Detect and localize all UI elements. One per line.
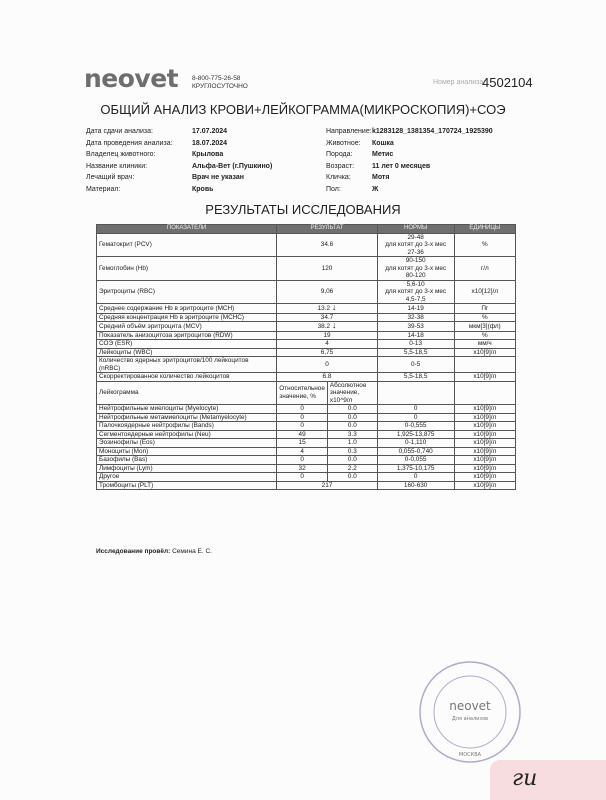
absolute-value: 0.0 — [327, 422, 377, 431]
table-row — [97, 280, 516, 304]
meta-line — [326, 184, 493, 196]
unit-value: x10[9]/л — [454, 464, 515, 473]
indicator-name: Среднее содержание Hb в эритроците (MCH) — [97, 304, 277, 314]
result-cell — [277, 280, 377, 304]
norm-value: 0-0,555 — [377, 422, 454, 431]
table-row — [97, 322, 516, 332]
meta-value: Кошка — [372, 139, 394, 147]
result-value: 38.2 — [317, 323, 331, 330]
clinic-logo: neovet — [84, 64, 179, 93]
result-value: 9,06 — [320, 288, 334, 295]
meta-value: 17.07.2024 — [192, 128, 228, 135]
leukogram-row — [97, 473, 516, 482]
norm-value: 90-150 для котят до 3-х мес 80-120 — [377, 257, 454, 281]
absolute-value: 0.0 — [327, 405, 377, 414]
unit-value: г/л — [454, 257, 515, 281]
clinic-stamp — [418, 660, 522, 764]
section-title: РЕЗУЛЬТАТЫ ИССЛЕДОВАНИЯ — [205, 202, 401, 217]
norm-value: 1,925-13,875 — [377, 430, 454, 439]
norm-value: 0-5 — [377, 357, 454, 373]
order-number: 4502104 — [482, 75, 533, 90]
table-row — [97, 233, 516, 257]
meta-key: Дата сдачи анализа: — [86, 128, 153, 135]
low-value-arrow-icon: ↓ — [331, 320, 337, 330]
order-number-label: Номер анализа: — [433, 79, 486, 86]
unit-value: x10[9]/л — [454, 439, 515, 448]
norm-value: 32-38 — [377, 313, 454, 322]
unit-value: x10[9]/л — [454, 456, 515, 465]
result-value: 120 — [321, 264, 333, 272]
unit-value: x10[9]/л — [454, 473, 515, 482]
unit-value: % — [454, 313, 515, 322]
norm-value: 0-0,055 — [377, 456, 454, 465]
absolute-value: 0.0 — [327, 473, 377, 482]
header-norms: НОРМЫ — [377, 225, 454, 234]
norm-value: 160-630 — [377, 481, 454, 490]
table-row — [97, 313, 516, 322]
unit-value: x10[9]/л — [454, 413, 515, 422]
clinic-phone: 8-800-775-26-58 — [192, 75, 241, 82]
unit-value: x10[9]/л — [454, 422, 515, 431]
page-corner-tab — [490, 760, 606, 800]
indicator-name: Гемоглобин (Hb) — [97, 257, 277, 281]
result-cell — [277, 322, 377, 332]
meta-line — [326, 126, 493, 138]
meta-line — [86, 184, 272, 196]
norm-value: 14-18 — [377, 331, 454, 340]
stamp-city: МОСКВА — [458, 752, 482, 758]
meta-key: Владелец животного: — [86, 151, 156, 158]
corner-handwriting: ги — [512, 766, 538, 791]
result-cell — [277, 257, 377, 281]
meta-value: Альфа-Вет (г.Пушкино) — [192, 162, 273, 170]
unit-value: мм/ч — [454, 340, 515, 349]
meta-line — [326, 149, 493, 161]
result-cell — [277, 313, 377, 322]
relative-header: Относительное значение, % — [277, 381, 328, 405]
norm-value: 5,5-18,5 — [377, 373, 454, 382]
result-value: 34.6 — [320, 241, 334, 248]
norm-value: 0 — [377, 405, 454, 414]
leukogram-title: Лейкограмма — [97, 381, 277, 405]
meta-value: 11 лет 0 месяцев — [372, 162, 431, 170]
result-cell — [277, 348, 377, 357]
result-value: 217 — [277, 481, 377, 490]
leukogram-row — [97, 464, 516, 473]
absolute-value: 3.3 — [327, 430, 377, 439]
meta-value: Ж — [372, 185, 379, 193]
clinic-contacts — [192, 75, 248, 91]
leukogram-row — [97, 405, 516, 414]
unit-value: x10[9]/л — [454, 447, 515, 456]
table-row — [97, 373, 516, 382]
table-row — [97, 340, 516, 349]
performed-by-value: Семина Е. С. — [172, 548, 212, 555]
report-title: ОБЩИЙ АНАЛИЗ КРОВИ+ЛЕЙКОГРАММА(МИКРОСКОПИЯ)+СОЭ — [100, 102, 506, 117]
unit-value: x10[9]/л — [454, 373, 515, 382]
unit-value: % — [454, 233, 515, 257]
platelets-row — [97, 481, 516, 490]
meta-key: Порода: — [326, 151, 353, 158]
result-value: 6.8 — [322, 373, 332, 380]
result-cell — [277, 357, 377, 373]
unit-value: мкм[3](фл) — [454, 322, 515, 332]
meta-key: Название клиники: — [86, 162, 148, 170]
norm-value: 14-19 — [377, 304, 454, 314]
results-table — [96, 224, 516, 490]
meta-key: Материал: — [86, 185, 121, 193]
meta-line — [86, 161, 272, 173]
norm-value: 0,055-0,740 — [377, 447, 454, 456]
indicator-name: Показатель анизоцитоза эритроцитов (RDW) — [97, 331, 277, 340]
result-value: 13.2 — [317, 305, 331, 312]
indicator-name: Средний объём эритроцита (MCV) — [97, 322, 277, 332]
norm-value: 0 — [377, 413, 454, 422]
meta-key: Направление: — [326, 128, 372, 135]
unit-value: % — [454, 331, 515, 340]
result-value: 4 — [325, 340, 329, 347]
norm-value: 0-1,110 — [377, 439, 454, 448]
empty-cell — [377, 381, 454, 405]
norm-value: 1,375-10,175 — [377, 464, 454, 473]
meta-key: Лечащий врач: — [86, 174, 135, 181]
relative-value: 0 — [277, 456, 328, 465]
table-row — [97, 257, 516, 281]
empty-cell — [454, 381, 515, 405]
meta-value: Метис — [372, 151, 394, 158]
norm-value: 0-13 — [377, 340, 454, 349]
meta-value: Мотя — [372, 174, 390, 181]
clinic-hours: КРУГЛОСУТОЧНО — [192, 83, 248, 90]
leukogram-row — [97, 447, 516, 456]
unit-value — [454, 357, 515, 373]
meta-line — [86, 149, 272, 161]
meta-line — [326, 161, 493, 173]
header-indicator: ПОКАЗАТЕЛИ — [97, 225, 277, 234]
absolute-value: 2.2 — [327, 464, 377, 473]
relative-value: 49 — [277, 430, 328, 439]
meta-key: Дата проведения анализа: — [86, 139, 173, 147]
result-cell — [277, 304, 377, 314]
meta-value: Кровь — [192, 185, 214, 193]
table-row — [97, 348, 516, 357]
cell-name: Сегментоядерные нейтрофилы (Neu) — [97, 430, 277, 439]
unit-value: x10[9]/л — [454, 348, 515, 357]
cell-name: Моноциты (Mon) — [97, 447, 277, 456]
absolute-value: 0.0 — [327, 456, 377, 465]
relative-value: 0 — [277, 422, 328, 431]
leukogram-row — [97, 422, 516, 431]
norm-value: 5,6-10 для котят до 3-х мес 4,5-7,5 — [377, 280, 454, 304]
absolute-value: 0.3 — [327, 447, 377, 456]
norm-value: 29-48 для котят до 3-х мес 27-36 — [377, 233, 454, 257]
relative-value: 0 — [277, 413, 328, 422]
stamp-brand: neovet — [449, 699, 491, 713]
indicator-name: Тромбоциты (PLT) — [97, 481, 277, 490]
relative-value: 15 — [277, 439, 328, 448]
unit-value: Пг — [454, 304, 515, 314]
result-cell — [277, 340, 377, 349]
norm-value: 0 — [377, 473, 454, 482]
result-cell — [277, 331, 377, 340]
table-header-row — [97, 225, 516, 234]
indicator-name: Количество ядерных эритроцитов/100 лейкоцитов (nRBC) — [97, 357, 277, 373]
header-units: ЕДИНИЦЫ — [454, 225, 515, 234]
relative-value: 32 — [277, 464, 328, 473]
cell-name: Эозинофилы (Eos) — [97, 439, 277, 448]
cell-name: Лимфоциты (Lym) — [97, 464, 277, 473]
indicator-name: Гематокрит (PCV) — [97, 233, 277, 257]
leukogram-row — [97, 456, 516, 465]
result-value: 19 — [323, 331, 331, 339]
leukogram-header-row — [97, 381, 516, 405]
performed-by-label: Исследование провёл: — [96, 548, 171, 555]
meta-line — [326, 138, 493, 150]
meta-line — [86, 172, 272, 184]
cell-name: Базофилы (Bas) — [97, 456, 277, 465]
result-value: 0 — [325, 360, 329, 368]
absolute-header: Абсолютное значение, x10^9/л — [327, 381, 377, 405]
performed-by — [96, 548, 212, 555]
meta-right — [326, 126, 493, 195]
indicator-name: Скорректированное количество лейкоцитов — [97, 373, 277, 382]
indicator-name: Средняя концентрация Hb в эритроците (MCHC) — [97, 313, 277, 322]
result-value: 34.7 — [320, 313, 334, 321]
meta-line — [86, 138, 272, 150]
meta-key: Животное: — [326, 139, 361, 147]
unit-value: x10[12]/л — [454, 280, 515, 304]
meta-left — [86, 126, 272, 195]
meta-value: k1283128_1381354_170724_1925390 — [372, 128, 493, 135]
meta-line — [326, 172, 493, 184]
meta-line — [86, 126, 272, 138]
cell-name: Нейтрофильные метамиелоциты (Metamyelocyte) — [97, 413, 277, 422]
relative-value: 0 — [277, 473, 328, 482]
relative-value: 4 — [277, 447, 328, 456]
indicator-name: Лейкоциты (WBC) — [97, 348, 277, 357]
leukogram-row — [97, 413, 516, 422]
meta-key: Пол: — [326, 185, 341, 193]
meta-key: Кличка: — [326, 174, 351, 181]
leukogram-row — [97, 430, 516, 439]
indicator-name: Эритроциты (RBC) — [97, 280, 277, 304]
cell-name: Палочкоядерные нейтрофилы (Bands) — [97, 422, 277, 431]
norm-value: 5,5-18,5 — [377, 348, 454, 357]
unit-value: x10[9]/л — [454, 405, 515, 414]
stamp-sub: Для анализов — [451, 716, 489, 722]
result-value: 6,75 — [320, 348, 334, 356]
table-row — [97, 357, 516, 373]
unit-value: x10[9]/л — [454, 430, 515, 439]
table-row — [97, 304, 516, 314]
absolute-value: 0.0 — [327, 413, 377, 422]
meta-value: Врач не указан — [192, 174, 245, 181]
cell-name: Нейтрофильные миелоциты (Myelocyte) — [97, 405, 277, 414]
meta-value: 18.07.2024 — [192, 139, 228, 147]
meta-value: Крылова — [192, 151, 224, 158]
unit-value: x10[9]/л — [454, 481, 515, 490]
header-result: РЕЗУЛЬТАТ — [277, 225, 377, 234]
relative-value: 0 — [277, 405, 328, 414]
result-cell — [277, 233, 377, 257]
indicator-name: СОЭ (ESR) — [97, 340, 277, 349]
table-row — [97, 331, 516, 340]
norm-value: 39-53 — [377, 322, 454, 332]
leukogram-row — [97, 439, 516, 448]
cell-name: Другое — [97, 473, 277, 482]
absolute-value: 1.0 — [327, 439, 377, 448]
result-cell — [277, 373, 377, 382]
low-value-arrow-icon: ↓ — [331, 302, 337, 312]
meta-key: Возраст: — [326, 162, 355, 170]
